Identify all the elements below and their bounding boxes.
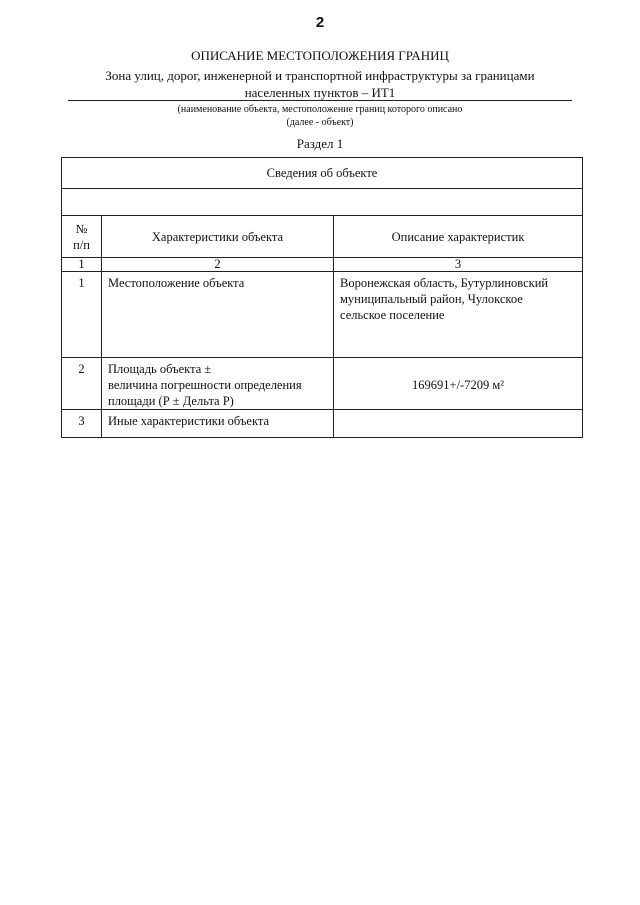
object-name xyxy=(80,67,560,101)
field-caption xyxy=(0,103,640,129)
row-description xyxy=(334,410,583,438)
row-number: 2 xyxy=(62,358,102,410)
row-number: 3 xyxy=(62,410,102,438)
column-header-description: Описание характеристик xyxy=(334,216,583,258)
cell-line: величина погрешности определения xyxy=(108,378,302,392)
object-info-table xyxy=(61,157,583,438)
cell-line: площади (Р ± Дельта Р) xyxy=(108,394,234,408)
column-header-num xyxy=(62,216,102,258)
table-title-row xyxy=(62,158,583,189)
column-number: 3 xyxy=(334,258,583,272)
column-number: 2 xyxy=(102,258,334,272)
underline-rule xyxy=(68,100,572,101)
cell-line: 169691+/-7209 м² xyxy=(412,378,504,392)
row-description xyxy=(334,358,583,410)
cell-line: Площадь объекта ± xyxy=(108,362,212,376)
column-number: 1 xyxy=(62,258,102,272)
table-row xyxy=(62,272,583,358)
row-number: 1 xyxy=(62,272,102,358)
column-header-row xyxy=(62,216,583,258)
table-title: Сведения об объекте xyxy=(62,158,583,189)
field-caption-line-1: (наименование объекта, местоположение границ которого описано xyxy=(177,104,463,115)
row-characteristic xyxy=(102,410,334,438)
cell-line: сельское поселение xyxy=(340,308,445,322)
row-characteristic xyxy=(102,272,334,358)
column-header-characteristics: Характеристики объекта xyxy=(102,216,334,258)
cell-line: муниципальный район, Чулокское xyxy=(340,292,523,306)
object-name-line-2: населенных пунктов – ИТ1 xyxy=(244,85,396,100)
table-row xyxy=(62,358,583,410)
column-header-num-line-1: № xyxy=(75,221,88,236)
cell-line: Местоположение объекта xyxy=(108,276,245,290)
row-description xyxy=(334,272,583,358)
cell-line: Иные характеристики объекта xyxy=(108,414,270,428)
section-title: Раздел 1 xyxy=(296,136,344,151)
column-number-row xyxy=(62,258,583,272)
blank-row xyxy=(62,189,583,216)
column-header-num-line-2: п/п xyxy=(73,237,90,252)
cell-line: Воронежская область, Бутурлиновский xyxy=(340,276,549,290)
page-number: 2 xyxy=(315,14,325,31)
field-caption-line-2: (далее - объект) xyxy=(286,117,354,128)
object-name-line-1: Зона улиц, дорог, инженерной и транспортной инфраструктуры за границами xyxy=(105,68,535,83)
blank-cell xyxy=(62,189,583,216)
document-title: ОПИСАНИЕ МЕСТОПОЛОЖЕНИЯ ГРАНИЦ xyxy=(191,48,449,63)
row-characteristic xyxy=(102,358,334,410)
table-row xyxy=(62,410,583,438)
